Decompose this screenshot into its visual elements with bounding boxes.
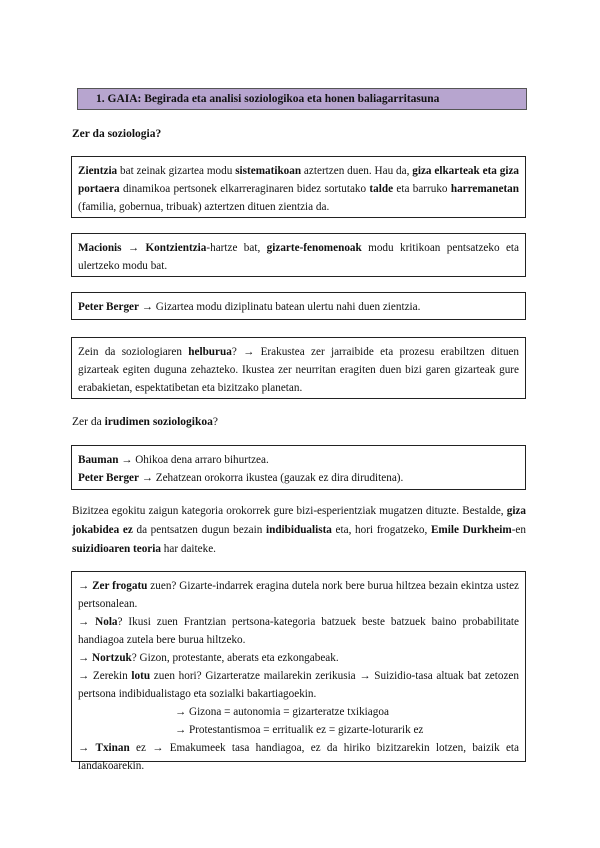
- chapter-title: 1. GAIA: Begirada eta analisi soziologikoa eta honen baliagarritasuna: [77, 88, 527, 110]
- china: → Txinan ez → Emakumeek tasa handiagoa, ez da hiriko bizitzarekin lotzen, baizik eta landakoarekin.: [78, 742, 519, 772]
- definition-box: Zientzia bat zeinak gizartea modu sistematikoan aztertzen duen. Hau da, giza elkarteak eta giza portaera dinamikoa pertsonek elkarreraginaren bidez sortutako talde eta barruko harremanetan (familia, gobernua, tribuak) aztertzen dituen zientzia da.: [71, 156, 526, 218]
- how: → Nola? Ikusi zuen Frantzian pertsona-kategoria batzuek beste batzuek baino probabilitate handiagoa zutela bere burua hiltzeko.: [78, 616, 519, 646]
- imagination-box: Bauman → Ohikoa dena arraro bihurtzea. Peter Berger → Zehatzean orokorra ikustea (gauzak ez dira diruditena).: [71, 445, 526, 490]
- berger-box: Peter Berger → Gizartea modu diziplinatu batean ulertu nahi duen zientzia.: [71, 292, 526, 320]
- related: → Zerekin lotu zuen hori? Gizarteratze mailarekin zerikusia → Suizidio-tasa altuak bat zetozen pertsona indibidualistago eta sozialki bakartiagoekin.: [78, 670, 519, 700]
- question-sociology: Zer da soziologia?: [72, 128, 162, 140]
- suicide-theory-box: [71, 571, 526, 772]
- what-proved: → Zer frogatu zuen? Gizarte-indarrek eragina dutela nork bere burua hiltzea bezain ekintza ustez pertsonalean.: [78, 580, 520, 610]
- question-imagination: Zer da irudimen soziologikoa?: [72, 416, 218, 428]
- who: → Nortzuk? Gizon, protestante, aberats eta ezkongabeak.: [78, 652, 339, 664]
- men-autonomy: → Gizona = autonomia = gizarteratze txikiagoa: [175, 706, 389, 718]
- durkheim-paragraph: Bizitzea egokitu zaigun kategoria orokorrek gure bizi-esperientziak mugatzen dituzte. Bestalde, giza jokabidea ez da pentsatzen dugun bezain indibidualista eta, hori frogatzeko, Emile Durkheim-en suizidioaren teoria har daiteke.: [72, 505, 526, 555]
- macionis-box: Macionis → Kontzientzia-hartze bat, gizarte-fenomenoak modu kritikoan pentsatzeko eta ulertzeko modu bat.: [71, 233, 526, 277]
- goal-box: Zein da soziologiaren helburua? → Erakustea zer jarraibide eta prozesu erabiltzen dituen gizarteak egiten duguna zehazteko. Ikustea zer neurritan eragiten duen bizi garen gizarteak gure erabakietan, espektatibetan eta bizitzako planetan.: [71, 337, 526, 399]
- protestantism: → Protestantismoa = erritualik ez = gizarte-loturarik ez: [175, 724, 424, 736]
